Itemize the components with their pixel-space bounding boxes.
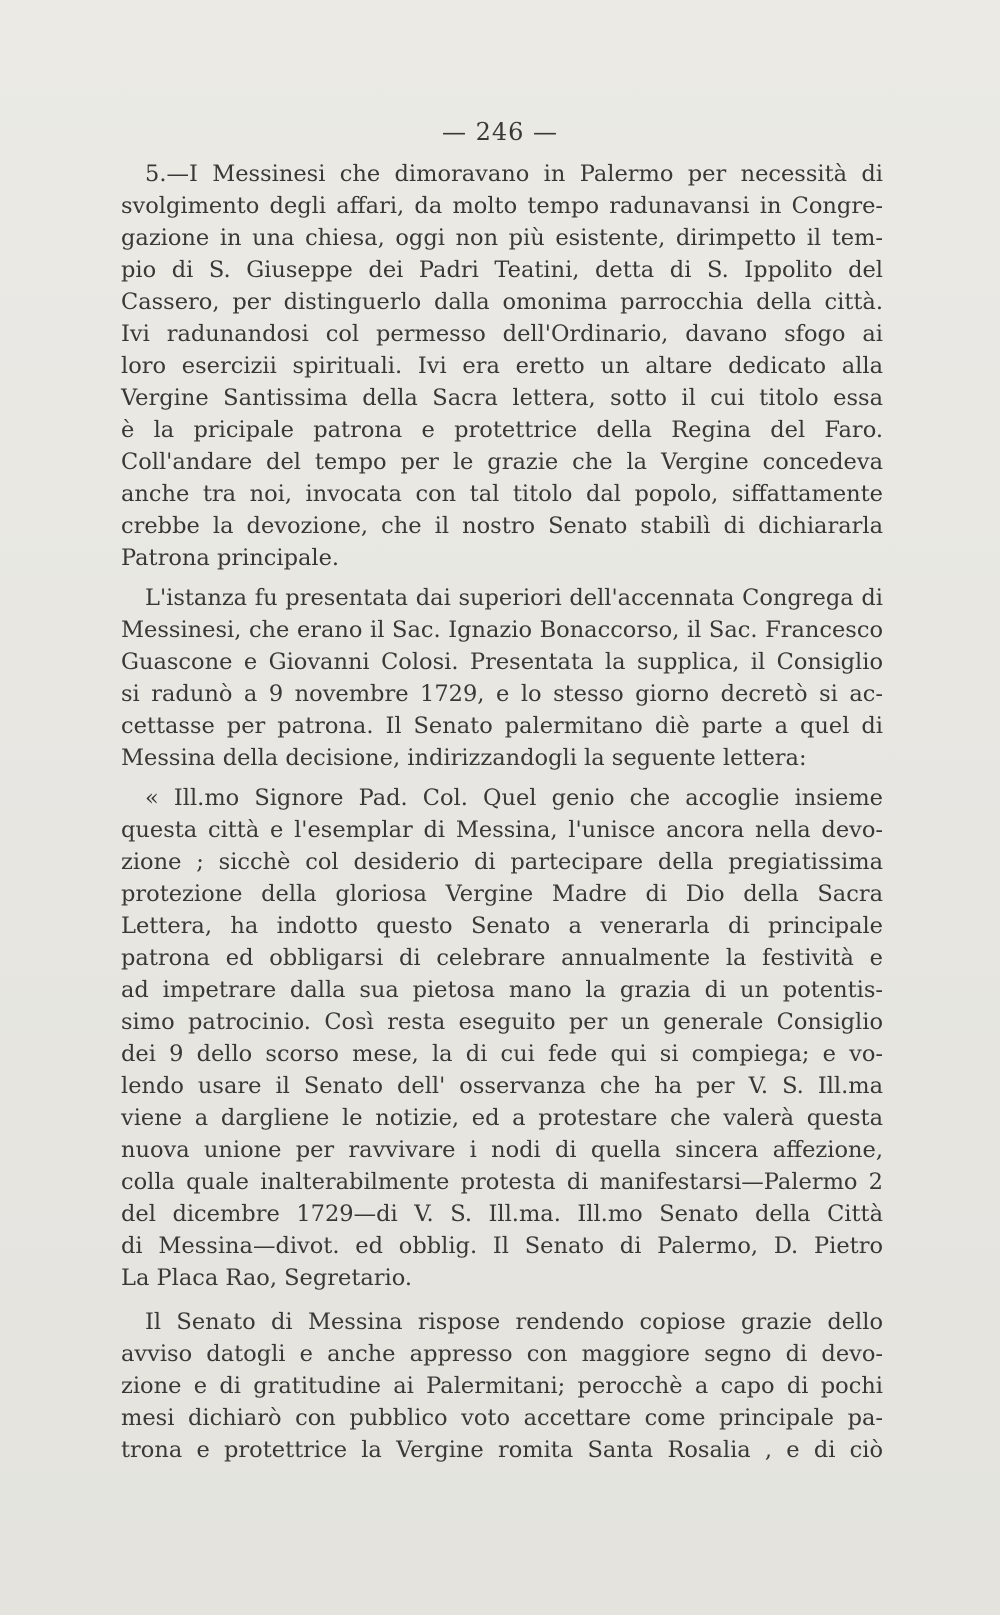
paragraph-gap [121,574,883,582]
paragraph-3 [121,782,883,1294]
text-line: nuova unione per ravvivare i nodi di quella sincera affezione, [121,1137,883,1163]
text-line: Ivi radunandosi col permesso dell'Ordinario, davano sfogo ai [121,321,883,347]
text-line: ad impetrare dalla sua pietosa mano la grazia di un potentis- [121,977,883,1003]
text-line: viene a dargliene le notizie, ed a protestare che valerà questa [121,1105,883,1131]
text-line: cettasse per patrona. Il Senato palermitano diè parte a quel di [121,713,883,739]
text-line: questa città e l'esemplar di Messina, l'unisce ancora nella devo- [121,817,883,843]
text-line: del dicembre 1729—di V. S. Ill.ma. Ill.mo Senato della Città [121,1201,883,1227]
text-line: zione e di gratitudine ai Palermitani; perocchè a capo di pochi [121,1373,883,1399]
text-line: Messina della decisione, indirizzandogli la seguente lettera: [121,745,807,771]
text-line: si radunò a 9 novembre 1729, e lo stesso giorno decretò si ac- [121,681,883,707]
text-line: gazione in una chiesa, oggi non più esistente, dirimpetto il tem- [121,225,883,251]
text-line: Guascone e Giovanni Colosi. Presentata la supplica, il Consiglio [121,649,883,675]
paragraph-2 [121,582,883,774]
text-line: Coll'andare del tempo per le grazie che la Vergine concedeva [121,449,883,475]
text-line: « Ill.mo Signore Pad. Col. Quel genio che accoglie insieme [145,785,883,811]
paragraph-1 [121,158,883,574]
paragraph-gap [121,1294,883,1306]
text-line: Cassero, per distinguerlo dalla omonima parrocchia della città. [121,289,883,315]
text-line: Il Senato di Messina rispose rendendo copiose grazie dello [145,1309,883,1335]
text-line: Lettera, ha indotto questo Senato a venerarla di principale [121,913,883,939]
page-number: — 246 — [441,118,559,146]
text-line: zione ; sicchè col desiderio di partecipare della pregiatissima [121,849,883,875]
text-line: pio di S. Giuseppe dei Padri Teatini, detta di S. Ippolito del [121,257,883,283]
text-line: patrona ed obbligarsi di celebrare annualmente la festività e [121,945,883,971]
text-line: Messinesi, che erano il Sac. Ignazio Bonaccorso, il Sac. Francesco [121,617,883,643]
text-line: dei 9 dello scorso mese, la di cui fede qui si compiega; e vo- [121,1041,883,1067]
text-line: svolgimento degli affari, da molto tempo radunavansi in Congre- [121,193,883,219]
text-line: simo patrocinio. Così resta eseguito per un generale Consiglio [121,1009,883,1035]
text-line: Patrona principale. [121,545,340,571]
text-line: trona e protettrice la Vergine romita Santa Rosalia , e di ciò [121,1437,883,1463]
text-line: mesi dichiarò con pubblico voto accettare come principale pa- [121,1405,883,1431]
text-line: L'istanza fu presentata dai superiori dell'accennata Congrega di [145,585,883,611]
text-line: Vergine Santissima della Sacra lettera, sotto il cui titolo essa [121,385,883,411]
text-line: lendo usare il Senato dell' osservanza che ha per V. S. Ill.ma [121,1073,883,1099]
text-line: 5.—I Messinesi che dimoravano in Palermo per necessità di [145,161,883,187]
text-line: protezione della gloriosa Vergine Madre di Dio della Sacra [121,881,883,907]
paragraph-4 [121,1306,883,1466]
text-line: anche tra noi, invocata con tal titolo dal popolo, siffattamente [121,481,883,507]
text-line: loro esercizii spirituali. Ivi era eretto un altare dedicato alla [121,353,883,379]
paragraph-gap [121,774,883,782]
text-line: è la pricipale patrona e protettrice della Regina del Faro. [121,417,883,443]
text-body [121,158,883,1466]
text-line: La Placa Rao, Segretario. [121,1265,413,1291]
text-line: crebbe la devozione, che il nostro Senato stabilì di dichiararla [121,513,883,539]
text-line: avviso datogli e anche appresso con maggiore segno di devo- [121,1341,883,1367]
text-line: colla quale inalterabilmente protesta di manifestarsi—Palermo 2 [121,1169,883,1195]
text-line: di Messina—divot. ed obblig. Il Senato di Palermo, D. Pietro [121,1233,883,1259]
